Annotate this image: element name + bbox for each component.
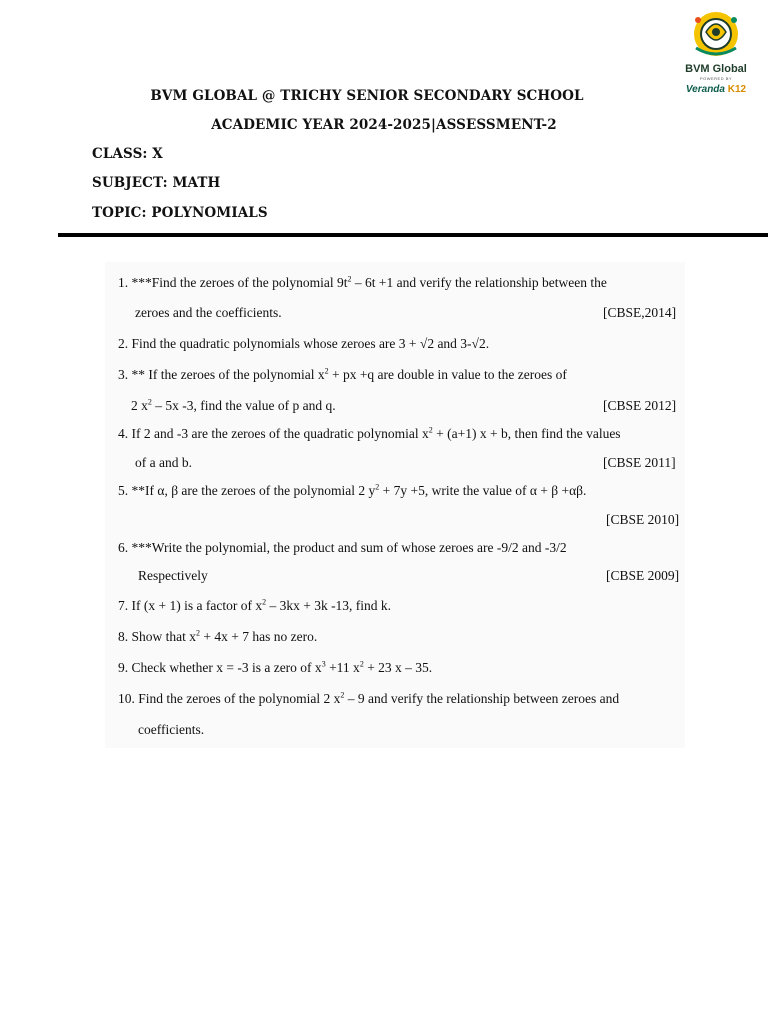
logo-tagline: POWERED BY	[699, 76, 733, 81]
header-divider	[58, 233, 768, 237]
question-1: 1. ***Find the zeroes of the polynomial $9t^2 - 6t +1$ and verify the relationship between the	[118, 274, 607, 290]
logo-brand-suffix: K12	[727, 84, 747, 95]
question-2: 2. Find the quadratic polynomials whose zeroes are 3 + √2 and 3-√2.	[118, 336, 490, 351]
question-1-line-2: zeroes and the coefficients.	[135, 305, 282, 320]
question-5: 5. **If α, β are the zeroes of the polynomial 2 $y^2 + 7y +5$, write the value of α + β +αβ.	[118, 482, 587, 498]
question-4-reference: [CBSE 2011]	[603, 455, 676, 470]
question-7: 7. If (x + 1) is a factor of $x^2 - 3kx + 3k$ -13, find k.	[118, 597, 392, 613]
question-6-reference: [CBSE 2009]	[606, 568, 680, 583]
logo-brand-name: Veranda	[685, 84, 725, 95]
school-name: BVM GLOBAL @ TRICHY SENIOR SECONDARY SCHOOL	[150, 88, 584, 104]
logo-name: BVM Global	[685, 63, 747, 75]
question-10: 10. Find the zeroes of the polynomial 2 $x^2 - 9$ and verify the relationship between zeroes and	[118, 690, 620, 706]
question-1-reference: [CBSE,2014]	[603, 305, 677, 320]
question-8: 8. Show that $x^2 + 4x + 7$ has no zero.	[118, 628, 318, 644]
question-4: 4. If 2 and -3 are the zeroes of the quadratic polynomial $x^2 + (a+1) x + b$, then find the values	[118, 425, 621, 441]
question-3-reference: [CBSE 2012]	[603, 398, 677, 413]
question-3: 3. ** If the zeroes of the polynomial $x^2$ + px +q are double in value to the zeroes of	[118, 366, 567, 382]
academic-year: ACADEMIC YEAR 2024-2025|ASSESSMENT-2	[211, 117, 557, 133]
question-4-line-2: of a and b.	[135, 455, 192, 470]
question-3-line-2: 2 $x^2 - 5x$ -3, find the value of p and q.	[131, 397, 336, 413]
question-9: 9. Check whether x = -3 is a zero of $x^3 +11$ $x^2 + 23$ x – 35.	[118, 659, 433, 675]
class-label: CLASS: X	[92, 146, 163, 162]
question-10-line-2: coefficients.	[138, 722, 205, 737]
question-6-line-2: Respectively	[138, 568, 208, 583]
topic-label: TOPIC: POLYNOMIALS	[92, 205, 268, 221]
subject-label: SUBJECT: MATH	[92, 175, 221, 191]
question-6: 6. ***Write the polynomial, the product and sum of whose zeroes are -9/2 and -3/2	[118, 540, 567, 555]
question-5-reference: [CBSE 2010]	[606, 512, 680, 527]
